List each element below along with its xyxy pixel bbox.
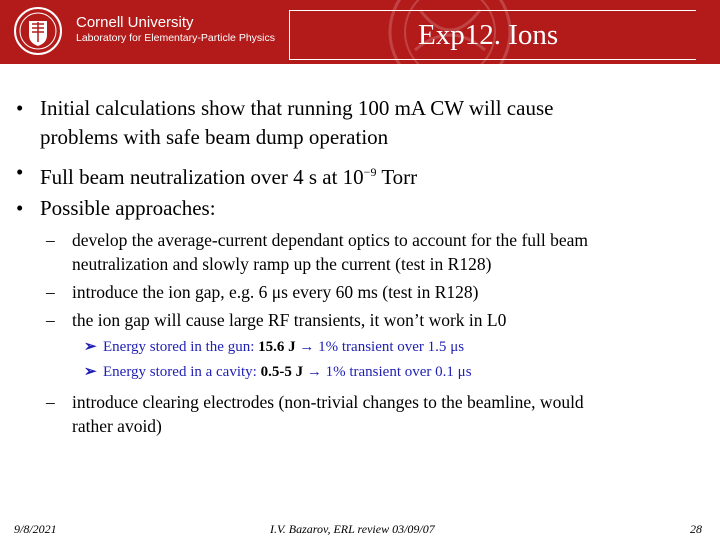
dash-marker: – <box>46 392 55 412</box>
bullet-dot: • <box>16 160 24 184</box>
sub-bullet-3: the ion gap will cause large RF transients, it won’t work in L0 <box>72 310 507 330</box>
footer-presenter: I.V. Bazarov, ERL review 03/09/07 <box>270 522 435 536</box>
dash-marker: – <box>46 310 55 330</box>
sub-bullet-2: introduce the ion gap, e.g. 6 μs every 60 ms (test in R128) <box>72 282 479 302</box>
bullet-1-line-2: problems with safe beam dump operation <box>40 125 389 149</box>
bullet-1-line-1: Initial calculations show that running 100 mA CW will cause <box>40 96 554 120</box>
university-name: Cornell University <box>76 14 194 31</box>
sub-bullet-4-line-1: introduce clearing electrodes (non-trivial changes to the beamline, would <box>72 392 584 412</box>
energy-gun-line: Energy stored in the gun: 15.6 J → 1% transient over 1.5 μs <box>103 339 465 355</box>
sub-bullet-1-line-2: neutralization and slowly ramp up the current (test in R128) <box>72 254 492 274</box>
sub-bullet-4-line-2: rather avoid) <box>72 416 162 436</box>
dash-marker: – <box>46 230 55 250</box>
bullet-3: Possible approaches: <box>40 196 216 220</box>
header-bar <box>0 0 720 64</box>
slide-title: Exp12. Ions <box>418 19 559 51</box>
page-number: 28 <box>690 522 702 536</box>
lab-name: Laboratory for Elementary-Particle Physics <box>76 32 275 44</box>
dash-marker: – <box>46 282 55 302</box>
bullet-dot: • <box>16 96 24 120</box>
arrow-bullet-icon: ➢ <box>84 339 97 355</box>
arrow-bullet-icon: ➢ <box>84 364 97 380</box>
cornell-seal-icon <box>13 6 63 56</box>
energy-cavity-line: Energy stored in a cavity: 0.5-5 J → 1% transient over 0.1 μs <box>103 364 472 380</box>
bullet-2: Full beam neutralization over 4 s at $10^{-9}$ Torr <box>40 165 418 189</box>
bullet-dot: • <box>16 196 24 220</box>
sub-bullet-1-line-1: develop the average-current dependant optics to account for the full beam <box>72 230 589 250</box>
footer-date: 9/8/2021 <box>14 522 57 536</box>
